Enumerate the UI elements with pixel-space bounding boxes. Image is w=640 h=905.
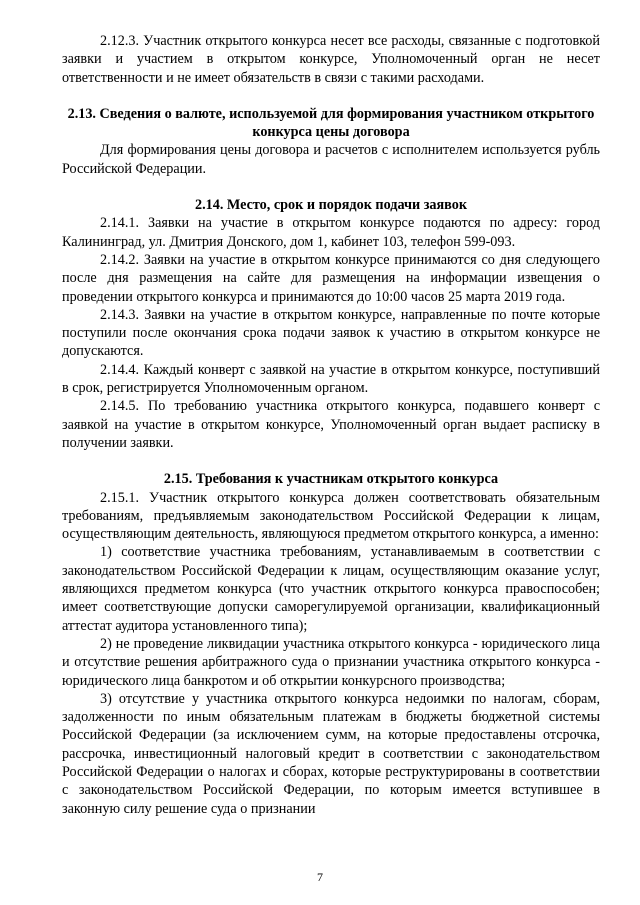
section-heading: 2.15. Требования к участникам открытого конкурса xyxy=(163,471,499,488)
paragraph: 2.15.1. Участник открытого конкурса должен соответствовать обязательным требованиям, предъявляемым законодательством Российской Федерации к лицам, осуществляющим деятельность, являющуюся предметом открытого конкурса, а именно: xyxy=(62,489,600,543)
paragraph: 2.14.4. Каждый конверт с заявкой на участие в открытом конкурсе, поступивший в срок, регистрируется Уполномоченным органом. xyxy=(62,361,600,397)
page-number: 7 xyxy=(317,870,323,884)
paragraph-gap xyxy=(62,452,600,470)
paragraph: 2.14.2. Заявки на участие в открытом конкурсе принимаются со дня следующего после дня размещения на сайте для размещения на информации извещения о проведении открытого конкурса и принимаются до 10:00 часов 25 марта 2019 года. xyxy=(62,251,600,305)
paragraph-gap xyxy=(62,87,600,105)
paragraph: 1) соответствие участника требованиям, устанавливаемым в соответствии с законодательством Российской Федерации к лицам, осуществляющим оказание услуг, являющихся предметом конкурса (что участник открытого конкурса правоспособен; имеет соответствующие допуски саморегулируемой организации, квалификационный аттестат аудитора установленного типа); xyxy=(62,544,600,634)
section-heading: 2.13. Сведения о валюте, используемой для формирования участником открытого конкурса цены договора xyxy=(67,105,595,141)
paragraph: 2.14.3. Заявки на участие в открытом конкурсе, направленные по почте которые поступили после окончания срока подачи заявок к участию в открытом конкурсе не допускаются. xyxy=(62,306,600,360)
paragraph: 2) не проведение ликвидации участника открытого конкурса - юридического лица и отсутствие решения арбитражного суда о признании участника открытого конкурса - юридического лица банкротом и об открытии конкурсного производства; xyxy=(62,635,600,689)
section-heading: 2.14. Место, срок и порядок подачи заявок xyxy=(195,197,467,214)
paragraph: 2.14.5. По требованию участника открытого конкурса, подавшего конверт с заявкой на участие в открытом конкурсе, Уполномоченный орган выдает расписку в получении заявки. xyxy=(62,398,600,451)
paragraph: 3) отсутствие у участника открытого конкурса недоимки по налогам, сборам, задолженности по иным обязательным платежам в бюджеты бюджетной системы Российской Федерации (за исключением сумм, на которые предоставлены отсрочка, рассрочка, инвестиционный налоговый кредит в соответствии с законодательством Российской Федерации о налогах и сборах, которые реструктурированы в соответствии с законодательством Российской Федерации, по которым имеется вступившее в законную силу решение суда о признании xyxy=(62,690,600,817)
paragraph-gap xyxy=(62,178,600,196)
paragraph: 2.12.3. Участник открытого конкурса несет все расходы, связанные с подготовкой заявки и участием в открытом конкурсе, Уполномоченный орган не несет ответственности и не имеет обязательств в связи с такими расходами. xyxy=(62,33,600,86)
document-page xyxy=(62,32,600,818)
paragraph: 2.14.1. Заявки на участие в открытом конкурсе подаются по адресу: город Калининград, ул. Дмитрия Донского, дом 1, кабинет 103, телефон 599-093. xyxy=(62,215,600,250)
paragraph: Для формирования цены договора и расчетов с исполнителем используется рубль Российской Федерации. xyxy=(62,142,600,177)
